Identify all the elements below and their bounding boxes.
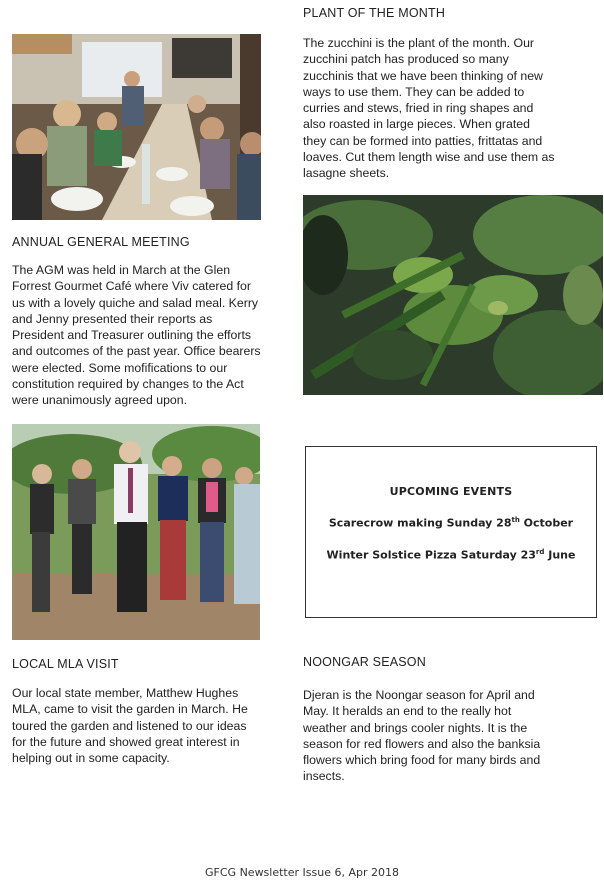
- noongar-heading: NOONGAR SEASON: [303, 655, 426, 669]
- zucchini-photo: [303, 195, 603, 395]
- events-title: UPCOMING EVENTS: [389, 485, 513, 498]
- event-item-pizza: Winter Solstice Pizza Saturday 23rd June: [326, 547, 576, 562]
- cafe-meal-photo: [12, 34, 261, 220]
- mla-heading: LOCAL MLA VISIT: [12, 657, 119, 671]
- upcoming-events-box: [305, 446, 597, 618]
- mla-text: Our local state member, Matthew Hughes MLA, came to visit the garden in March. He toured the garden and listened to our ideas for the future and showed great interest in helping out in some capacity.: [12, 686, 248, 766]
- noongar-text: Djeran is the Noongar season for April and May. It heralds an end to the really hot weather and brings cooler nights. It is the season for red flowers and also the banksia flowers which bring food for many birds and insects.: [303, 688, 541, 784]
- event-item-scarecrow: Scarecrow making Sunday 28th October: [328, 516, 574, 530]
- agm-heading: ANNUAL GENERAL MEETING: [12, 235, 190, 249]
- plant-heading: PLANT OF THE MONTH: [303, 6, 446, 20]
- newsletter-footer: GFCG Newsletter Issue 6, Apr 2018: [205, 866, 399, 879]
- agm-text: The AGM was held in March at the Glen Forrest Gourmet Café where Viv catered for us with a lovely quiche and salad meal. Kerry and Jenny presented their reports as President and Treasurer outlining the efforts and outcomes of the past year. Office bearers were elected. Some mofifications to our constitution required by changes to the Act were unanimously agreed upon.: [12, 263, 261, 408]
- plant-text: The zucchini is the plant of the month. Our zucchini patch has produced so many zucchinis that we have been thinking of new ways to use them. They can be added to curries and stews, fried in ring shapes and also roasted in large pieces. When grated they can be formed into patties, frittatas and loaves. Cut them length wise and use them as lasagne sheets.: [303, 36, 555, 181]
- mla-visit-photo: [12, 424, 260, 640]
